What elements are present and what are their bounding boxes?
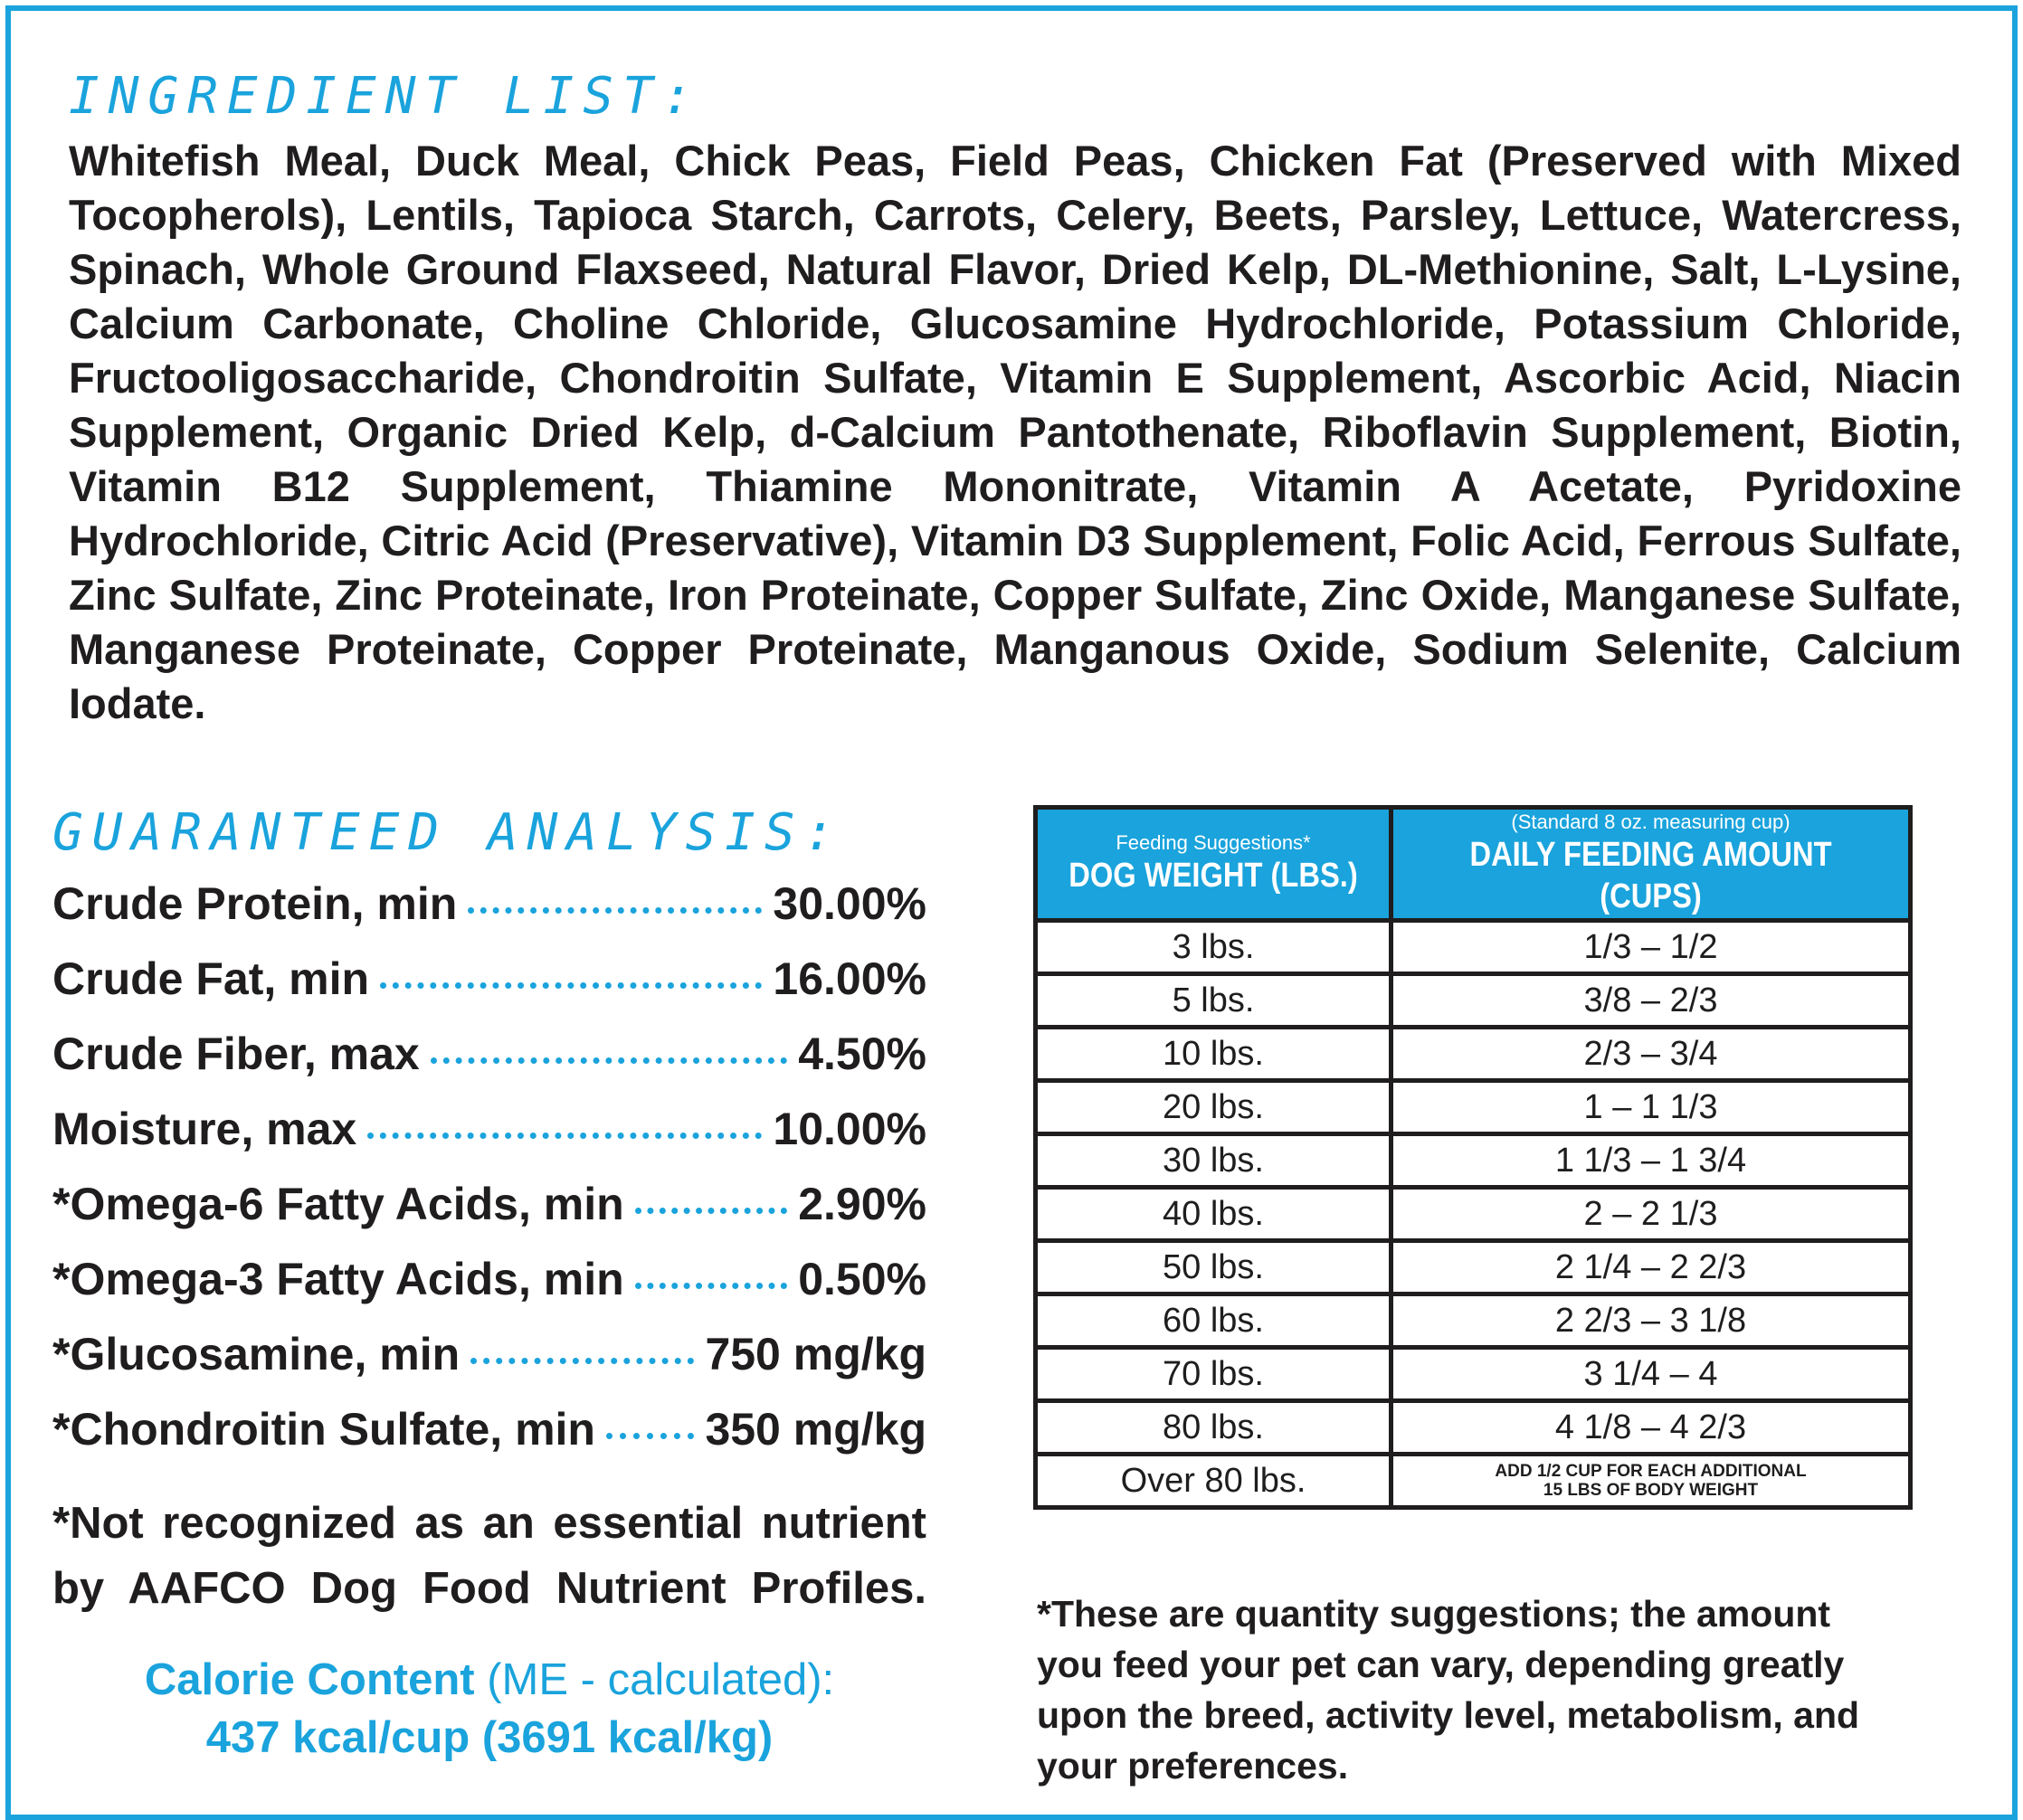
feeding-table-header (1036, 808, 1911, 921)
weight-cell: 40 lbs. (1036, 1188, 1391, 1241)
table-row (1036, 974, 1911, 1028)
calorie-label: Calorie Content (144, 1655, 475, 1704)
analysis-row-glucosamine (52, 1328, 926, 1403)
analysis-label: Crude Fat, min (52, 953, 370, 1004)
analysis-label: Crude Protein, min (52, 878, 458, 929)
analysis-value: 16.00% (773, 953, 926, 1004)
analysis-row-crude-protein (52, 877, 926, 953)
analysis-label: *Glucosamine, min (52, 1329, 461, 1379)
amount-cell: 2 2/3 – 3 1/8 (1391, 1294, 1911, 1348)
amount-cell: 4 1/8 – 4 2/3 (1391, 1401, 1911, 1455)
amount-cell: 2/3 – 3/4 (1391, 1028, 1911, 1081)
table-row (1036, 1081, 1911, 1134)
analysis-row-moisture (52, 1103, 926, 1178)
analysis-value: 350 mg/kg (705, 1404, 926, 1455)
table-row (1036, 921, 1911, 974)
guaranteed-analysis-title: GUARANTEED ANALYSIS: (52, 803, 844, 862)
header-dog-weight (1036, 808, 1391, 921)
dot-leader (380, 982, 762, 989)
amount-note-line2: 15 LBS OF BODY WEIGHT (1543, 1481, 1759, 1500)
feeding-footnote: *These are quantity suggestions; the amount you feed your pet can vary, depending greatly upon the breed, activity level, metabolism, and your preferences. (1037, 1593, 1860, 1787)
analysis-value: 750 mg/kg (705, 1329, 926, 1379)
analysis-value: 30.00% (773, 878, 926, 929)
analysis-row-crude-fiber (52, 1028, 926, 1103)
amount-cell: 1 – 1 1/3 (1391, 1081, 1911, 1134)
weight-cell: 3 lbs. (1036, 921, 1391, 974)
dot-leader (635, 1208, 788, 1214)
header-amount-caption: (Standard 8 oz. measuring cup) (1511, 810, 1790, 833)
dot-leader (635, 1283, 788, 1289)
amount-cell: 2 1/4 – 2 2/3 (1391, 1241, 1911, 1294)
analysis-label: *Omega-6 Fatty Acids, min (52, 1179, 624, 1229)
table-row (1036, 1348, 1911, 1401)
amount-cell: 1/3 – 1/2 (1391, 921, 1911, 974)
ingredient-list-text: Whitefish Meal, Duck Meal, Chick Peas, Field Peas, Chicken Fat (Preserved with Mixed Tocopherols), Lentils, Tapioca Starch, Carrots, Celery, Beets, Parsley, Lettuce, Watercress, Spinach, Whole Ground Flaxseed, Natural Flavor, Dried Kelp, DL-Methionine, Salt, L-Lysine, Calcium Carbonate, Choline Chloride, Glucosamine Hydrochloride, Potassium Chloride, Fructooligosaccharide, Chondroitin Sulfate, Vitamin E Supplement, Ascorbic Acid, Niacin Supplement, Organic Dried Kelp, d-Calcium Pantothenate, Riboflavin Supplement, Biotin, Vitamin B12 Supplement, Thiamine Mononitrate, Vitamin A Acetate, Pyridoxine Hydrochloride, Citric Acid (Preservative), Vitamin D3 Supplement, Folic Acid, Ferrous Sulfate, Zinc Sulfate, Zinc Proteinate, Iron Proteinate, Copper Sulfate, Zinc Oxide, Manganese Sulfate, Manganese Proteinate, Copper Proteinate, Manganous Oxide, Sodium Selenite, Calcium Iodate. (69, 137, 1961, 727)
table-row (1036, 1028, 1911, 1081)
weight-cell: 5 lbs. (1036, 974, 1391, 1028)
calorie-content (52, 1651, 926, 1767)
table-row-over-80 (1036, 1455, 1911, 1508)
weight-cell: 20 lbs. (1036, 1081, 1391, 1134)
weight-cell: 10 lbs. (1036, 1028, 1391, 1081)
table-row (1036, 1134, 1911, 1188)
table-row (1036, 1401, 1911, 1455)
weight-cell: 80 lbs. (1036, 1401, 1391, 1455)
dot-leader (367, 1133, 762, 1139)
table-row (1036, 1188, 1911, 1241)
weight-cell: 50 lbs. (1036, 1241, 1391, 1294)
header-amount-title: DAILY FEEDING AMOUNT (CUPS) (1469, 836, 1832, 915)
analysis-label: Crude Fiber, max (52, 1028, 420, 1079)
calorie-method: (ME - calculated): (487, 1655, 835, 1704)
weight-cell: 30 lbs. (1036, 1134, 1391, 1188)
amount-note-cell (1391, 1455, 1911, 1508)
analysis-row-omega-6 (52, 1178, 926, 1253)
analysis-row-crude-fat (52, 953, 926, 1028)
analysis-label: Moisture, max (52, 1104, 357, 1154)
ingredient-list-title: INGREDIENT LIST: (69, 67, 702, 126)
analysis-label: *Omega-3 Fatty Acids, min (52, 1254, 624, 1304)
dot-leader (431, 1057, 788, 1064)
dot-leader (606, 1433, 694, 1439)
amount-cell: 2 – 2 1/3 (1391, 1188, 1911, 1241)
calorie-value: 437 kcal/cup (3691 kcal/kg) (205, 1713, 774, 1762)
amount-cell: 3 1/4 – 4 (1391, 1348, 1911, 1401)
weight-cell: Over 80 lbs. (1036, 1455, 1391, 1508)
analysis-value: 4.50% (798, 1028, 926, 1079)
weight-cell: 60 lbs. (1036, 1294, 1391, 1348)
feeding-table (1033, 805, 1913, 1510)
analysis-value: 10.00% (773, 1104, 926, 1154)
analysis-row-chondroitin (52, 1403, 926, 1478)
dot-leader (470, 1358, 694, 1364)
header-feeding-amount (1391, 808, 1911, 921)
weight-cell: 70 lbs. (1036, 1348, 1391, 1401)
analysis-footnote: *Not recognized as an essential nutrient by AAFCO Dog Food Nutrient Profiles. (52, 1499, 926, 1613)
analysis-value: 0.50% (798, 1254, 926, 1304)
dot-leader (468, 907, 762, 914)
header-weight-title: DOG WEIGHT (LBS.) (1068, 857, 1358, 895)
analysis-label: *Chondroitin Sulfate, min (52, 1404, 595, 1455)
amount-note-line1: ADD 1/2 CUP FOR EACH ADDITIONAL (1495, 1462, 1807, 1481)
table-row (1036, 1241, 1911, 1294)
guaranteed-analysis-list (52, 877, 926, 1478)
amount-cell: 1 1/3 – 1 3/4 (1391, 1134, 1911, 1188)
amount-cell: 3/8 – 2/3 (1391, 974, 1911, 1028)
table-row (1036, 1294, 1911, 1348)
header-weight-caption: Feeding Suggestions* (1116, 831, 1311, 854)
analysis-value: 2.90% (798, 1179, 926, 1229)
analysis-row-omega-3 (52, 1253, 926, 1328)
